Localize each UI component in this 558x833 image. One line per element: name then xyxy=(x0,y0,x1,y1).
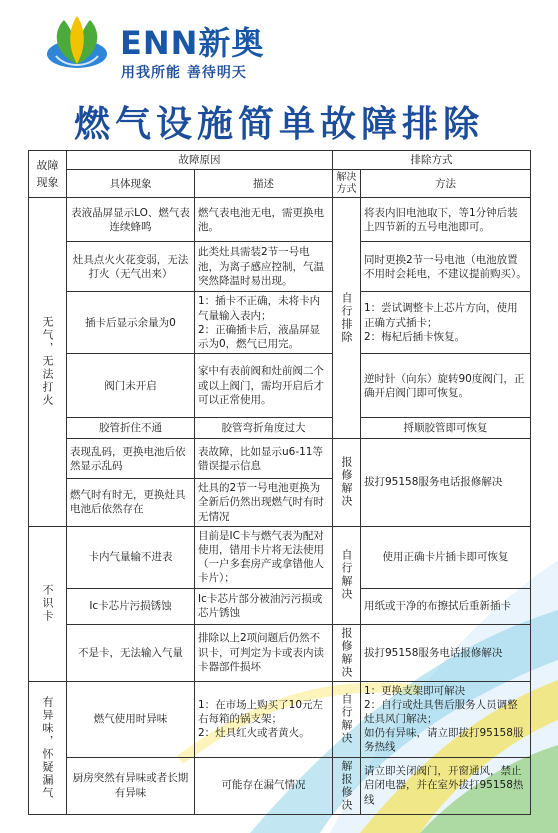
specific-cell: 燃气使用时异味 xyxy=(67,681,195,757)
table-row xyxy=(29,681,531,757)
specific-cell: 厨房突然有异味或者长期有异味 xyxy=(67,757,195,814)
brand-name: ENN新奥 xyxy=(120,24,265,62)
method-type-text: 报修解决 xyxy=(340,456,354,509)
method-item: 2：梅杞后插卡恢复。 xyxy=(364,330,466,343)
group-label-card xyxy=(29,526,67,681)
method-cell: 用纸或干净的布擦拭后重新插卡 xyxy=(361,588,531,624)
description-item: 2：正确插卡后，液晶屏显示为0，燃气已用完。 xyxy=(198,323,321,350)
table-row xyxy=(29,624,531,681)
description-cell: 燃气表电池无电，需更换电池。 xyxy=(195,198,333,242)
header-description: 描述 xyxy=(195,170,333,198)
group-label-no-gas xyxy=(29,198,67,527)
troubleshooting-table xyxy=(28,150,531,815)
method-type-text: 自行排除 xyxy=(340,292,354,345)
description-cell xyxy=(195,681,333,757)
header xyxy=(0,0,558,150)
specific-cell: Ic卡芯片污损锈蚀 xyxy=(67,588,195,624)
header-cause: 故障原因 xyxy=(67,151,333,170)
description-cell xyxy=(195,292,333,354)
method-cell: 拔打95158服务电话报修解决 xyxy=(361,624,531,681)
method-cell: 将表内旧电池取下，等1分钟后装上四节新的五号电池即可。 xyxy=(361,198,531,242)
method-cell xyxy=(361,292,531,354)
group-label-text: 有异味，怀疑漏气 xyxy=(41,695,55,800)
description-cell: 排除以上2项问题后仍然不识卡，可判定为卡或表内读卡器部件损坏 xyxy=(195,624,333,681)
brand-slogan: 用我所能 善待明天 xyxy=(121,65,247,81)
group-label-text: 无气，无法打火 xyxy=(41,316,55,408)
table-row xyxy=(29,418,531,439)
description-cell: 胶管弯折角度过大 xyxy=(195,418,333,439)
header-phenomenon: 故障现象 xyxy=(29,151,67,198)
group-label-leak xyxy=(29,681,67,814)
method-type-repair xyxy=(333,757,361,814)
description-cell: Ic卡芯片部分被油污污损或芯片锈蚀 xyxy=(195,588,333,624)
enn-leaf-logo-icon xyxy=(44,14,110,76)
table-row xyxy=(29,198,531,242)
group-label-text: 不识卡 xyxy=(41,584,55,624)
header-specific: 具体现象 xyxy=(67,170,195,198)
page-title: 燃气设施简单故障排除 xyxy=(73,104,484,145)
header-method-type: 解决方式 xyxy=(333,170,361,198)
description-cell: 家中有表前阀和灶前阀二个或以上阀门，需均开启后才可以正常使用。 xyxy=(195,354,333,418)
method-cell: 逆时针（向东）旋转90度阀门，正确开启阀门即可恢复。 xyxy=(361,354,531,418)
specific-cell: 阀门未开启 xyxy=(67,354,195,418)
description-cell: 目前是IC卡与燃气表为配对使用，错用卡片将无法使用（一户多套房产或拿错他人卡片）； xyxy=(195,526,333,588)
description-item: 1：在市场上购买了10元左右每箱的锅支架； xyxy=(198,698,324,726)
method-type-repair xyxy=(333,624,361,681)
method-cell: 使用正确卡片插卡即可恢复 xyxy=(361,526,531,588)
description-item: 2：灶具红火或者黄火。 xyxy=(198,727,310,740)
table-row xyxy=(29,439,531,479)
method-type-repair xyxy=(333,439,361,527)
method-type-self xyxy=(333,681,361,757)
specific-cell: 燃气时有时无，更换灶具电池后依然存在 xyxy=(67,479,195,527)
specific-cell: 表现乱码，更换电池后依然显示乱码 xyxy=(67,439,195,479)
specific-cell: 不是卡，无法输入气量 xyxy=(67,624,195,681)
specific-cell: 灶具点火火花变弱，无法打火（无气出来） xyxy=(67,242,195,292)
method-type-self xyxy=(333,526,361,624)
method-cell: 请立即关闭阀门，开窗通风，禁止启闭电器，并在室外拔打95158热线 xyxy=(361,757,531,814)
method-cell: 拔打95158服务电话报修解决 xyxy=(361,439,531,527)
method-type-self xyxy=(333,198,361,439)
method-type-text: 报修解决 xyxy=(340,626,354,679)
header-solution: 排除方式 xyxy=(333,151,531,170)
table-row xyxy=(29,588,531,624)
method-item: 1：尝试调整卡上芯片方向，使用正确方式插卡； xyxy=(364,302,518,329)
method-type-text: 解报修决 xyxy=(340,759,354,812)
method-item: 1：更换支架即可解决 xyxy=(364,684,466,697)
description-cell: 表故障，比如显示u6-11等错误提示信息 xyxy=(195,439,333,479)
header-method: 方法 xyxy=(361,170,531,198)
table-row xyxy=(29,354,531,418)
table-row xyxy=(29,242,531,292)
table-row xyxy=(29,526,531,588)
specific-cell: 表液晶屏显示LO、燃气表连续蜂鸣 xyxy=(67,198,195,242)
table-row xyxy=(29,757,531,814)
specific-cell: 卡内气量输不进表 xyxy=(67,526,195,588)
method-cell: 同时更换2节一号电池（电池放置不用时会耗电，不建议提前购买）。 xyxy=(361,242,531,292)
specific-cell: 插卡后显示余量为0 xyxy=(67,292,195,354)
description-cell: 可能存在漏气情况 xyxy=(195,757,333,814)
method-type-text: 自行解决 xyxy=(340,693,354,746)
method-cell xyxy=(361,681,531,757)
method-type-text: 自行解决 xyxy=(340,549,354,602)
description-item: 1：插卡不正确，未将卡内气量输入表内； xyxy=(198,295,321,322)
description-cell: 此类灶具需装2节一号电池，为离子感应控制，气温突然降温时易出现。 xyxy=(195,242,333,292)
method-item: 如仍有异味，请立即拔打95158服务热线 xyxy=(364,727,524,754)
description-cell: 灶具的2节一号电池更换为全新后仍然出现燃气时有时无情况 xyxy=(195,479,333,527)
method-item: 2：自行或灶具售后服务人员调整灶具风门解决； xyxy=(364,698,518,726)
specific-cell: 胶管折住不通 xyxy=(67,418,195,439)
method-cell: 捋顺胶管即可恢复 xyxy=(361,418,531,439)
table-row xyxy=(29,292,531,354)
